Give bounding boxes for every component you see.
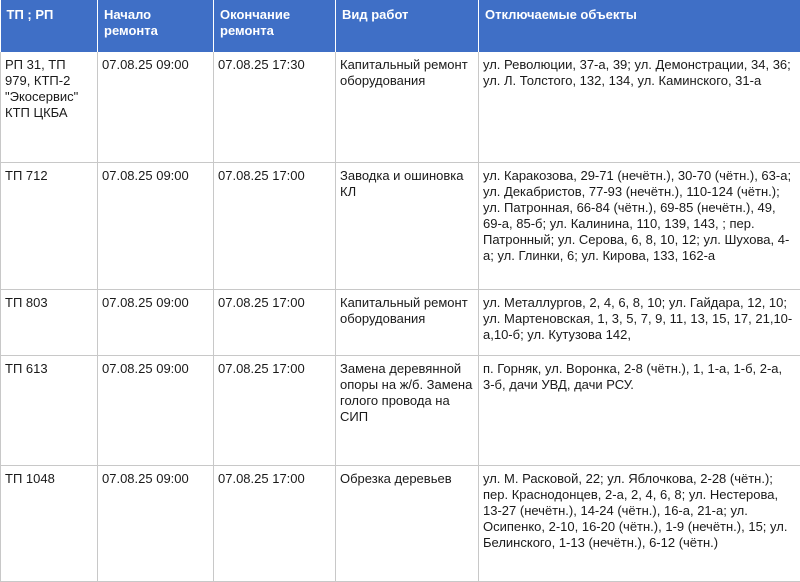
cell-end: 07.08.25 17:00 — [214, 162, 336, 289]
cell-start: 07.08.25 09:00 — [98, 52, 214, 162]
cell-end: 07.08.25 17:00 — [214, 289, 336, 355]
cell-objects: п. Горняк, ул. Воронка, 2-8 (чётн.), 1, 1-а, 1-б, 2-а, 3-б, дачи УВД, дачи РСУ. — [479, 355, 800, 465]
cell-objects: ул. Каракозова, 29-71 (нечётн.), 30-70 (чётн.), 63-а; ул. Декабристов, 77-93 (нечётн.), 110-124 (чётн.); ул. Патронная, 66-84 (чётн.), 69-85 (нечётн.), 49, 69-а, 85-б; ул. Калинина, 110, 139, 143, ; пер. Патронный; ул. Серова, 6, 8, 10, 12; ул. Шухова, 4-а; ул. Глинки, 6; ул. Кирова, 133, 162-а — [479, 162, 800, 289]
cell-work: Капитальный ремонт оборудования — [336, 289, 479, 355]
cell-tp: ТП 613 — [1, 355, 98, 465]
table-row — [1, 52, 800, 162]
cell-objects: ул. Металлургов, 2, 4, 6, 8, 10; ул. Гайдара, 12, 10; ул. Мартеновская, 1, 3, 5, 7, 9, 11, 13, 15, 17, 21,10-а,10-б; ул. Кутузова 142, — [479, 289, 800, 355]
table-row — [1, 162, 800, 289]
cell-end: 07.08.25 17:30 — [214, 52, 336, 162]
cell-tp: ТП 803 — [1, 289, 98, 355]
cell-start: 07.08.25 09:00 — [98, 355, 214, 465]
header-start: Начало ремонта — [98, 0, 214, 52]
table-row — [1, 465, 800, 581]
cell-start: 07.08.25 09:00 — [98, 162, 214, 289]
cell-end: 07.08.25 17:00 — [214, 465, 336, 581]
header-end: Окончание ремонта — [214, 0, 336, 52]
cell-tp: РП 31, ТП 979, КТП-2 "Экосервис" КТП ЦКБА — [1, 52, 98, 162]
cell-start: 07.08.25 09:00 — [98, 289, 214, 355]
header-tp: ТП ; РП — [1, 0, 98, 52]
cell-end: 07.08.25 17:00 — [214, 355, 336, 465]
header-work: Вид работ — [336, 0, 479, 52]
cell-work: Замена деревянной опоры на ж/б. Замена голого провода на СИП — [336, 355, 479, 465]
table-row — [1, 289, 800, 355]
cell-work: Заводка и ошиновка КЛ — [336, 162, 479, 289]
table-row — [1, 355, 800, 465]
cell-tp: ТП 1048 — [1, 465, 98, 581]
cell-objects: ул. Революции, 37-а, 39; ул. Демонстрации, 34, 36; ул. Л. Толстого, 132, 134, ул. Каминского, 31-а — [479, 52, 800, 162]
cell-work: Обрезка деревьев — [336, 465, 479, 581]
cell-tp: ТП 712 — [1, 162, 98, 289]
header-objects: Отключаемые объекты — [479, 0, 800, 52]
cell-objects: ул. М. Расковой, 22; ул. Яблочкова, 2-28 (чётн.); пер. Краснодонцев, 2-а, 2, 4, 6, 8; ул. Нестерова, 13-27 (нечётн.), 14-24 (чётн.), 16-а, 21-а; ул. Осипенко, 2-10, 16-20 (чётн.), 1-9 (нечётн.), 15; ул. Белинского, 1-13 (нечётн.), 6-12 (чётн.) — [479, 465, 800, 581]
table-header-row — [1, 0, 800, 52]
cell-work: Капитальный ремонт оборудования — [336, 52, 479, 162]
cell-start: 07.08.25 09:00 — [98, 465, 214, 581]
